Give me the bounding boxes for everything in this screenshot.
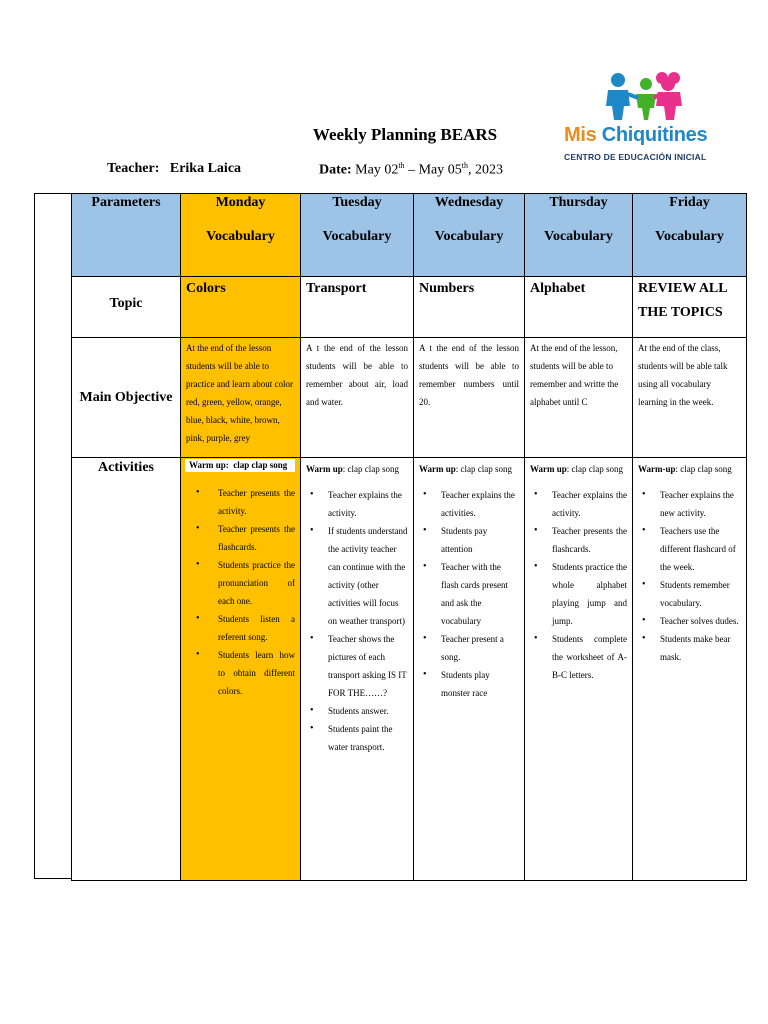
list-item: • Students complete the worksheet of A-B-C letters. (552, 630, 627, 684)
list-item: • Teachers use the different flashcard of the week. (660, 522, 741, 576)
topic-tuesday: Transport (301, 277, 414, 338)
date-end-sup: th (461, 161, 468, 170)
list-item: • Students practice the pronunciation of each one. (218, 556, 295, 610)
topic-monday: Colors (181, 277, 301, 338)
list-item: • Teacher present a song. (441, 630, 519, 666)
list-item: • Teacher presents the activity. (218, 484, 295, 520)
teacher-info (107, 161, 241, 177)
day-header-tuesday: Tuesday Vocabulary (301, 194, 414, 277)
activities-row (72, 458, 747, 881)
list-item: • Students paint the water transport. (328, 720, 408, 756)
parameters-header: Parameters (72, 194, 181, 277)
list-item: • Students answer. (328, 702, 408, 720)
teacher-name: Erika Laica (169, 161, 242, 176)
list-item: • Students play monster race (441, 666, 519, 702)
list-item: • Students listen a referent song. (218, 610, 295, 646)
activities-friday (633, 458, 747, 881)
activities-monday (181, 458, 301, 881)
objective-wednesday: A t the end of the lesson students will be able to remember numbers until 20. (414, 338, 525, 458)
list-item: • Students pay attention (441, 522, 519, 558)
list-item: • Teacher explains the activities. (441, 486, 519, 522)
objective-tuesday: A t the end of the lesson students will be able to remember about air, load and water. (301, 338, 414, 458)
warm-up-tuesday: Warm up: clap clap song (306, 464, 399, 474)
day-header-wednesday: Wednesday Vocabulary (414, 194, 525, 277)
warm-up-friday: Warm-up: clap clap song (638, 464, 732, 474)
table-left-margin-column (34, 193, 72, 879)
activity-list-thursday (530, 486, 627, 684)
topic-friday: REVIEW ALL THE TOPICS (633, 277, 747, 338)
date-year: , 2023 (467, 162, 503, 178)
list-item: • Teacher explains the activity. (328, 486, 408, 522)
activity-list-friday (638, 486, 741, 666)
objective-row (72, 338, 747, 458)
list-item: • Teacher solves dudes. (660, 612, 741, 630)
activity-list-wednesday (419, 486, 519, 702)
list-item: • Teacher presents the flashcards. (218, 520, 295, 556)
objective-label-cell: Main Objective (72, 338, 181, 458)
objective-thursday: At the end of the lesson, students will be able to remember and writte the alphabet until C (525, 338, 633, 458)
list-item: • If students understand the activity teacher can continue with the activity (other activities will focus on weather transport) (328, 522, 408, 630)
list-item: • Teacher with the flash cards present and ask the vocabulary (441, 558, 519, 630)
date-info (319, 161, 503, 179)
day-header-monday: Monday Vocabulary (181, 194, 301, 277)
school-logo (560, 72, 730, 167)
objective-monday: At the end of the lesson students will be able to practice and learn about color red, green, yellow, orange, blue, black, white, brown, pink, purple, grey (181, 338, 301, 458)
activity-list-tuesday (306, 486, 408, 756)
activity-list-monday (186, 484, 295, 700)
list-item: • Students learn how to obtain different colors. (218, 646, 295, 700)
activities-tuesday (301, 458, 414, 881)
children-logo-icon (600, 72, 690, 124)
list-item: • Teacher shows the pictures of each transport asking IS IT FOR THE……? (328, 630, 408, 702)
date-label: Date: (319, 162, 352, 178)
logo-subtitle: CENTRO DE EDUCACIÓN INICIAL (564, 152, 707, 162)
topic-wednesday: Numbers (414, 277, 525, 338)
list-item: • Teacher explains the new activity. (660, 486, 741, 522)
topic-row (72, 277, 747, 338)
list-item: • Students make bear mask. (660, 630, 741, 666)
list-item: • Students remember vocabulary. (660, 576, 741, 612)
activities-thursday (525, 458, 633, 881)
date-start: May 02 (355, 162, 399, 178)
date-separator: – May 05 (404, 162, 462, 178)
activities-wednesday (414, 458, 525, 881)
table-header-row (72, 194, 747, 277)
page-title: Weekly Planning BEARS (312, 125, 498, 144)
warm-up-thursday: Warm up: clap clap song (530, 464, 623, 474)
teacher-label: Teacher: (107, 161, 160, 176)
day-header-thursday: Thursday Vocabulary (525, 194, 633, 277)
list-item: • Teacher presents the flashcards. (552, 522, 627, 558)
objective-friday: At the end of the class, students will be able talk using all vocabulary learning in the week. (633, 338, 747, 458)
warm-up-monday: Warm up: clap clap song (185, 459, 295, 472)
warm-up-wednesday: Warm up: clap clap song (419, 464, 512, 474)
weekly-planning-table (71, 193, 747, 881)
list-item: • Teacher explains the activity. (552, 486, 627, 522)
list-item: • Students practice the whole alphabet playing jump and jump. (552, 558, 627, 630)
day-header-friday: Friday Vocabulary (633, 194, 747, 277)
activities-label-cell: Activities (72, 458, 181, 881)
topic-label-cell: Topic (72, 277, 181, 338)
logo-brand-text: Mis Chiquitines (564, 124, 708, 146)
topic-thursday: Alphabet (525, 277, 633, 338)
date-start-sup: th (398, 161, 405, 170)
